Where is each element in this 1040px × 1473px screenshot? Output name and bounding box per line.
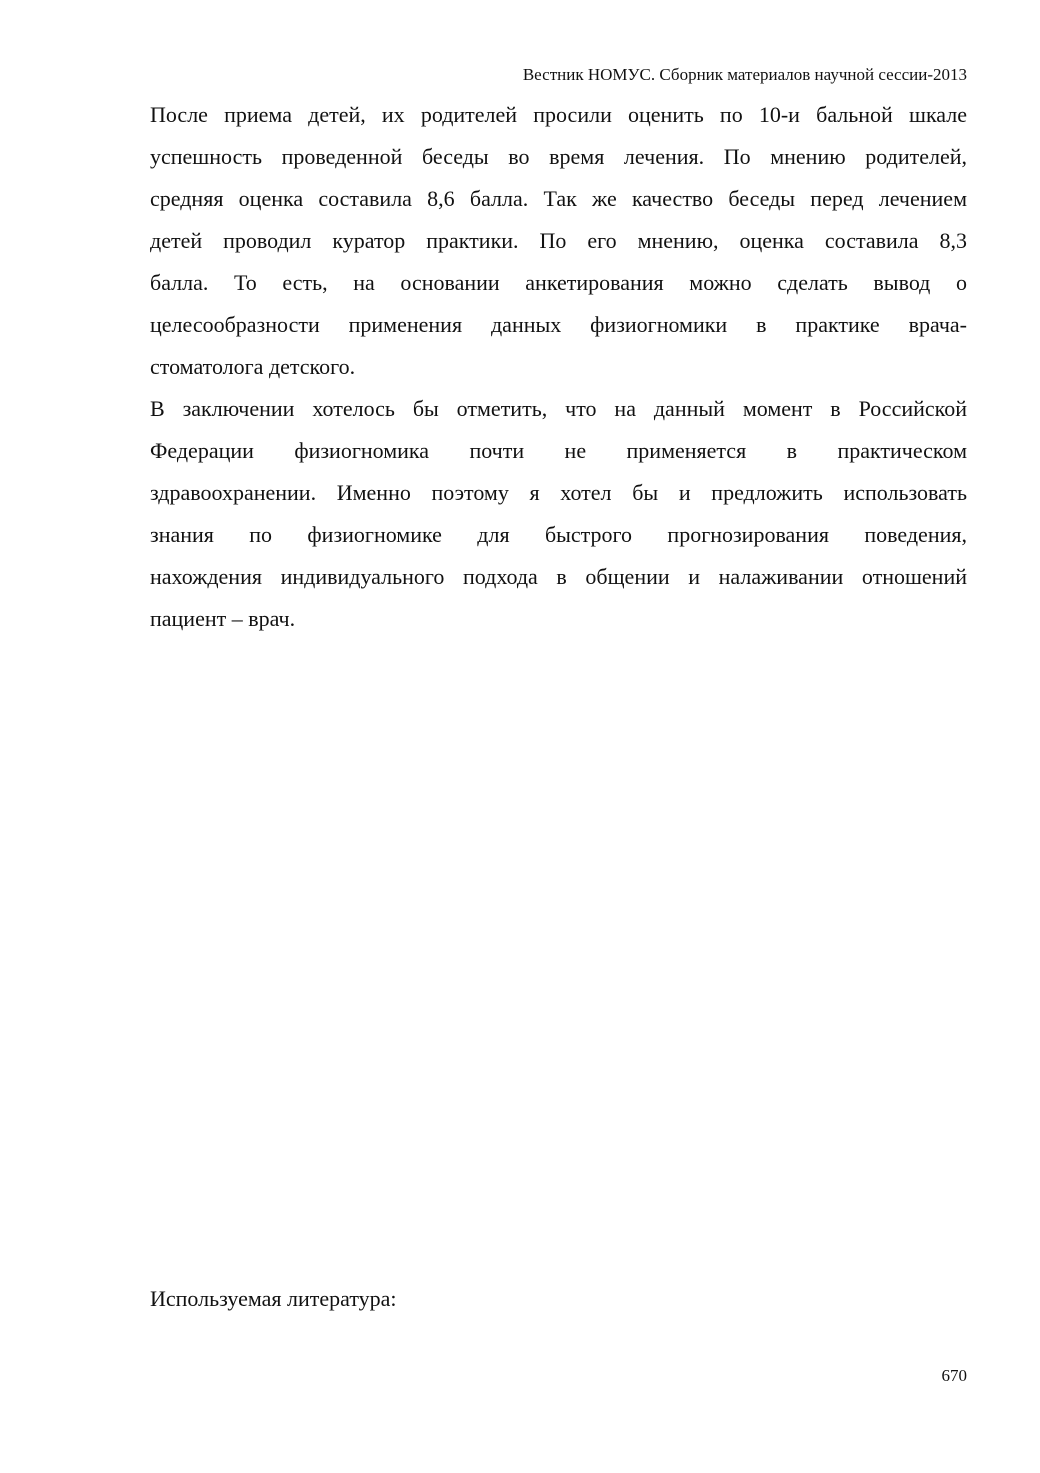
text-line: нахождения индивидуального подхода в общении и налаживании отношений (150, 564, 967, 589)
text-line: успешность проведенной беседы во время лечения. По мнению родителей, (150, 144, 967, 169)
body-text (150, 94, 967, 640)
paragraph-conclusion (150, 388, 967, 640)
text-line: стоматолога детского. (150, 354, 356, 379)
text-line: знания по физиогномике для быстрого прогнозирования поведения, (150, 522, 967, 547)
text-line: детей проводил куратор практики. По его мнению, оценка составила 8,3 (150, 228, 967, 253)
text-line: После приема детей, их родителей просили оценить по 10-и бальной шкале (150, 102, 967, 127)
text-line: балла. То есть, на основании анкетирования можно сделать вывод о (150, 270, 967, 295)
text-line: целесообразности применения данных физиогномики в практике врача- (150, 312, 967, 337)
page-number: 670 (941, 1366, 967, 1385)
text-line: средняя оценка составила 8,6 балла. Так же качество беседы перед лечением (150, 186, 967, 211)
running-header: Вестник НОМУС. Сборник материалов научной сессии-2013 (522, 65, 967, 84)
paragraph-survey-results (150, 94, 967, 388)
text-line: здравоохранении. Именно поэтому я хотел бы и предложить использовать (150, 480, 967, 505)
text-line: Федерации физиогномика почти не применяется в практическом (150, 438, 967, 463)
references-heading: Используемая литература: (150, 1286, 397, 1311)
text-line: В заключении хотелось бы отметить, что на данный момент в Российской (150, 396, 967, 421)
text-line: пациент – врач. (150, 606, 296, 631)
